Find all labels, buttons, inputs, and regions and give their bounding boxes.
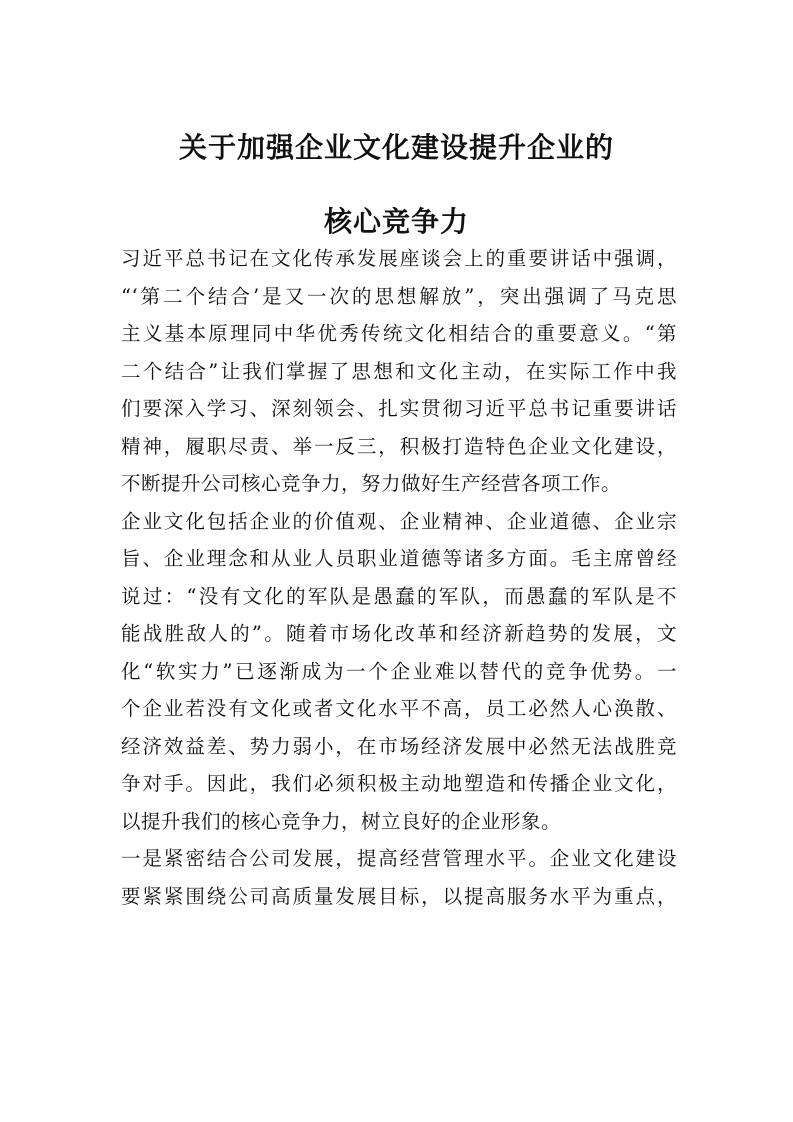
body-line: 争对手。因此，我们必须积极主动地塑造和传播企业文化， bbox=[121, 772, 677, 795]
body-line: 个企业若没有文化或者文化水平不高，员工必然人心涣散、 bbox=[121, 697, 677, 720]
body-line: 经济效益差、势力弱小，在市场经济发展中必然无法战胜竞 bbox=[121, 734, 677, 758]
body-line: 二个结合”让我们掌握了思想和文化主动，在实际工作中我 bbox=[121, 359, 677, 383]
body-line: 精神，履职尽责、举一反三，积极打造特色企业文化建设， bbox=[121, 434, 677, 458]
body-line: 主义基本原理同中华优秀传统文化相结合的重要意义。“第 bbox=[121, 322, 677, 345]
document-title-line-2: 核心竞争力 bbox=[323, 205, 469, 238]
body-line: 一是紧密结合公司发展，提高经营管理水平。企业文化建设 bbox=[121, 847, 677, 870]
document-body bbox=[121, 240, 677, 915]
body-line: 能战胜敌人的”。随着市场化改革和经济新趋势的发展，文 bbox=[121, 622, 677, 645]
body-line: 习近平总书记在文化传承发展座谈会上的重要讲话中强调， bbox=[121, 247, 677, 270]
body-line: 说过：“没有文化的军队是愚蠢的军队，而愚蠢的军队是不 bbox=[121, 584, 677, 608]
body-line: “‘第二个结合’是又一次的思想解放”，突出强调了马克思 bbox=[121, 284, 677, 308]
document-title-line-1: 关于加强企业文化建设提升企业的 bbox=[178, 131, 614, 164]
body-line: 要紧紧围绕公司高质量发展目标，以提高服务水平为重点， bbox=[121, 884, 677, 908]
body-line: 化“软实力”已逐渐成为一个企业难以替代的竞争优势。一 bbox=[121, 659, 677, 683]
body-line: 企业文化包括企业的价值观、企业精神、企业道德、企业宗 bbox=[121, 509, 677, 533]
body-line: 旨、企业理念和从业人员职业道德等诸多方面。毛主席曾经 bbox=[121, 547, 677, 570]
body-line: 不断提升公司核心竞争力，努力做好生产经营各项工作。 bbox=[121, 472, 622, 495]
body-line: 以提升我们的核心竞争力，树立良好的企业形象。 bbox=[121, 809, 562, 833]
body-line: 们要深入学习、深刻领会、扎实贯彻习近平总书记重要讲话 bbox=[121, 397, 677, 420]
